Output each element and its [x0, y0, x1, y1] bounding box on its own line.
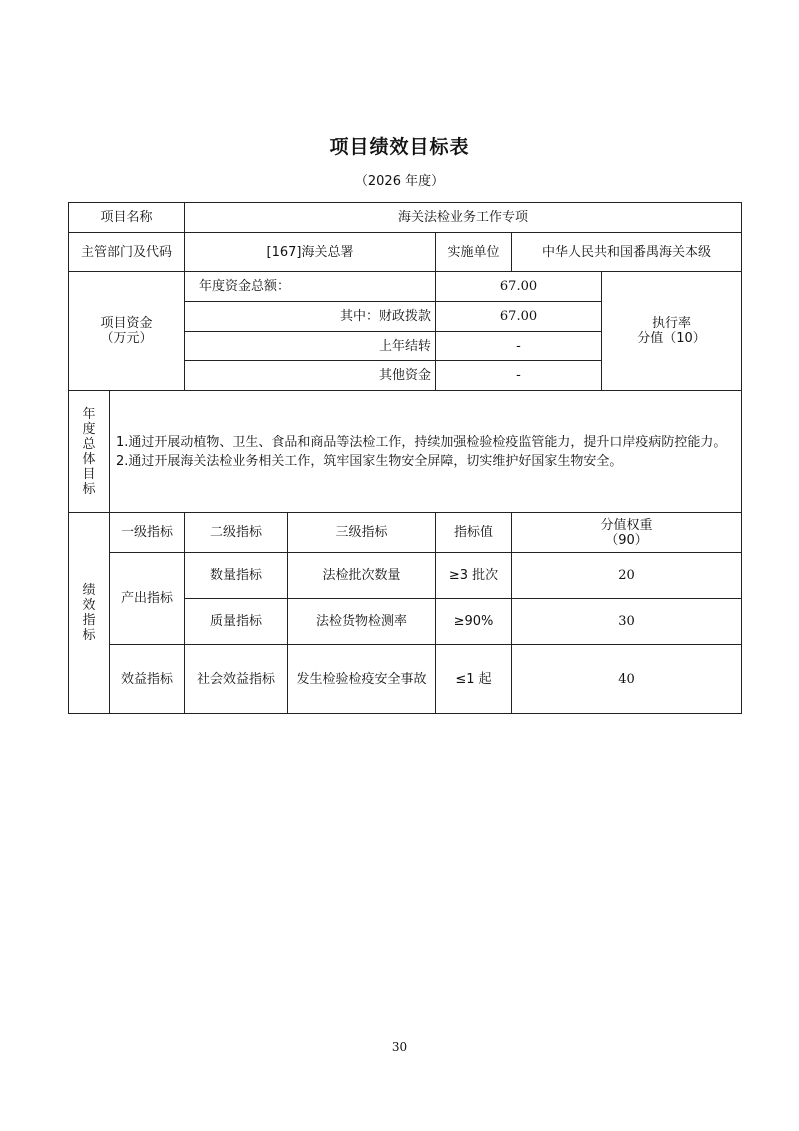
indicator-value: ≥90%	[436, 599, 512, 645]
funds-fiscal-label: 其中：财政拨款	[185, 302, 436, 332]
document-title: 项目绩效目标表	[329, 136, 470, 158]
page-number: 30	[391, 1040, 408, 1054]
indicator-header-row	[69, 513, 742, 553]
project-name-row	[69, 203, 742, 233]
indicator-weight: 40	[512, 645, 742, 714]
indicators-label-char: 标	[82, 628, 96, 643]
annual-goals-label-char: 标	[82, 481, 96, 497]
indicator-row	[69, 553, 742, 599]
funds-carryover-value: -	[436, 332, 602, 361]
annual-goals-label-char: 体	[82, 451, 96, 467]
funds-fiscal-value: 67.00	[436, 302, 602, 332]
funds-label	[69, 272, 185, 391]
header-value: 指标值	[436, 513, 512, 553]
indicators-label	[69, 513, 110, 714]
project-name-label: 项目名称	[69, 203, 185, 233]
indicator-level1: 产出指标	[110, 553, 185, 645]
execution-rate-score: 分值（10）	[637, 331, 706, 346]
funds-label-line1: 项目资金	[100, 316, 153, 331]
annual-goal-item: 1.通过开展动植物、卫生、食品和商品等法检工作，持续加强检验检疫监管能力，提升口岸疫病防控能力。	[116, 434, 727, 450]
header-level2: 二级指标	[185, 513, 288, 553]
indicator-level2: 数量指标	[185, 553, 288, 599]
indicator-level1: 效益指标	[110, 645, 185, 714]
header-weight-total: （90）	[605, 532, 648, 548]
funds-other-value: -	[436, 361, 602, 391]
execution-rate-cell	[602, 272, 742, 391]
indicator-level3: 发生检验检疫安全事故	[288, 645, 436, 714]
indicator-level3: 法检批次数量	[288, 553, 436, 599]
funds-other-label: 其他资金	[185, 361, 436, 391]
indicators-label-char: 效	[82, 598, 96, 613]
header-level3: 三级指标	[288, 513, 436, 553]
execution-rate-label: 执行率	[652, 316, 692, 331]
annual-goal-item: 2.通过开展海关法检业务相关工作，筑牢国家生物安全屏障，切实维护好国家生物安全。	[116, 453, 623, 469]
indicators-label-char: 绩	[82, 583, 96, 598]
annual-goals-content	[110, 391, 742, 513]
indicator-value: ≤1 起	[436, 645, 512, 714]
annual-goals-label-char: 总	[82, 436, 96, 452]
annual-goals-label	[69, 391, 110, 513]
indicator-weight: 30	[512, 599, 742, 645]
performance-table	[68, 202, 742, 714]
annual-goals-label-char: 度	[82, 421, 96, 437]
department-label: 主管部门及代码	[69, 233, 185, 272]
department-row	[69, 233, 742, 272]
department-value: [167]海关总署	[185, 233, 436, 272]
header-weight	[512, 513, 742, 553]
annual-goals-label-char: 年	[82, 406, 96, 422]
funds-total-row	[69, 272, 742, 302]
funds-label-line2: （万元）	[100, 331, 153, 346]
indicator-level2: 质量指标	[185, 599, 288, 645]
header-weight-label: 分值权重	[600, 517, 653, 533]
indicator-level2: 社会效益指标	[185, 645, 288, 714]
annual-goals-label-char: 目	[82, 466, 96, 482]
funds-total-label: 年度资金总额：	[185, 272, 436, 302]
annual-goals-row	[69, 391, 742, 513]
project-name-value: 海关法检业务工作专项	[185, 203, 742, 233]
indicator-weight: 20	[512, 553, 742, 599]
header-level1: 一级指标	[110, 513, 185, 553]
funds-total-value: 67.00	[436, 272, 602, 302]
indicator-row	[69, 645, 742, 714]
indicator-value: ≥3 批次	[436, 553, 512, 599]
implementing-unit-value: 中华人民共和国番禺海关本级	[512, 233, 742, 272]
document-year: （2026 年度）	[354, 174, 445, 189]
funds-carryover-label: 上年结转	[185, 332, 436, 361]
indicator-level3: 法检货物检测率	[288, 599, 436, 645]
indicators-label-char: 指	[82, 613, 96, 628]
implementing-unit-label: 实施单位	[436, 233, 512, 272]
